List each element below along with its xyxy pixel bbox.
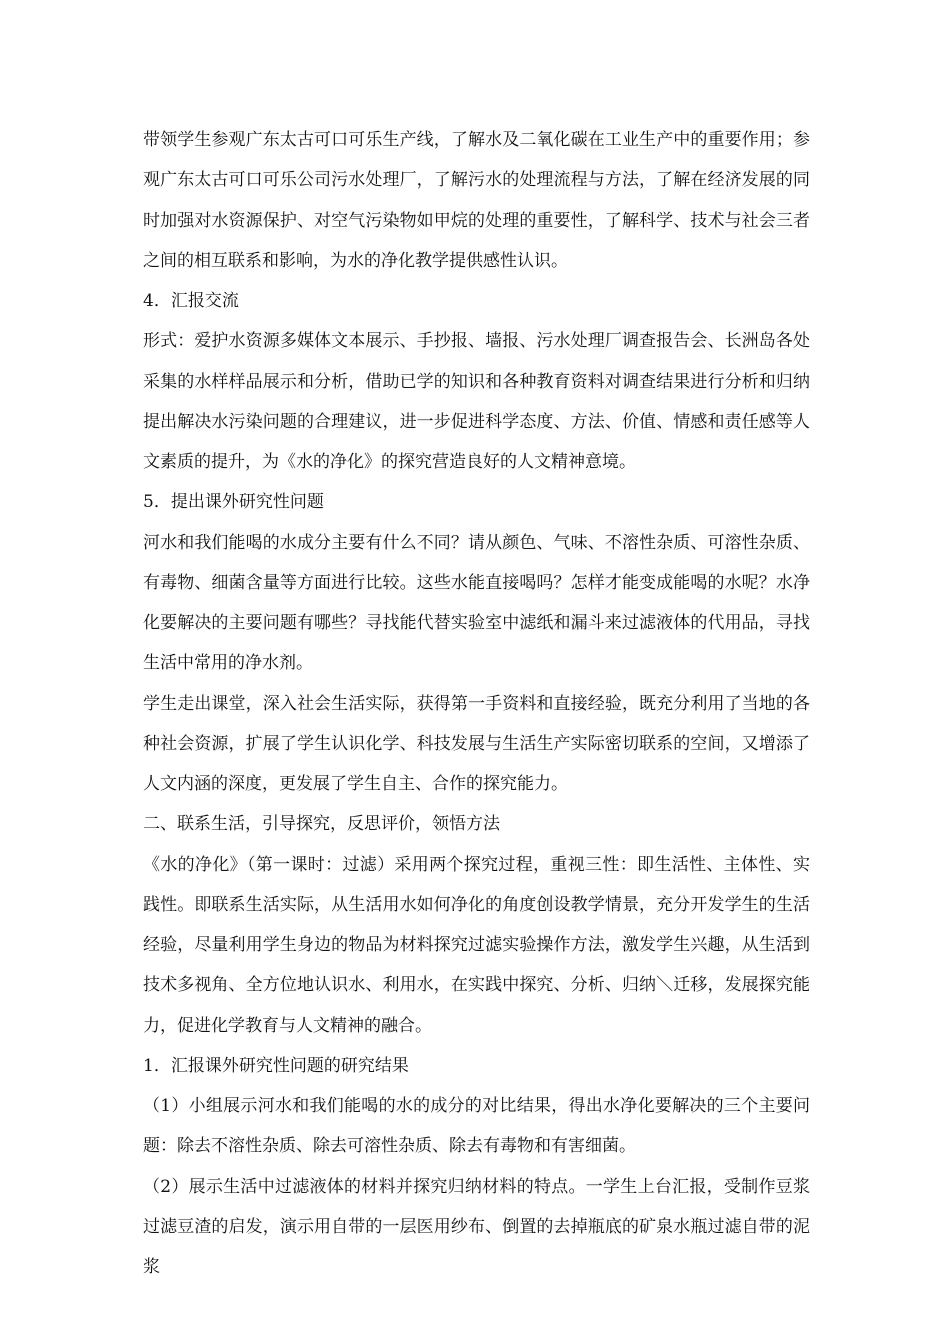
heading-section-two: 二、联系生活，引导探究，反思评价，领悟方法 bbox=[143, 814, 500, 835]
paragraph-report-form: 形式：爱护水资源多媒体文本展示、手抄报、墙报、污水处理厂调查报告会、长洲岛各处采集的水样样品展示和分析，借助已学的知识和各种教育资料对调查结果进行分析和归纳提出解决水污染问题的合理建议，进一步促进科学态度、方法、价值、情感和责任感等人文素质的提升，为《水的净化》的探究营造良好的人文精神意境。 bbox=[143, 331, 810, 472]
paragraph-result-one: （1）小组展示河水和我们能喝的水的成分的对比结果，得出水净化要解决的三个主要问题：除去不溶性杂质、除去可溶性杂质、除去有毒物和有害细菌。 bbox=[143, 1096, 810, 1157]
paragraph-visit-coca-cola: 带领学生参观广东太古可口可乐生产线，了解水及二氧化碳在工业生产中的重要作用；参观广东太古可口可乐公司污水处理厂，了解污水的处理流程与方法，了解在经济发展的同时加强对水资源保护、对空气污染物如甲烷的处理的重要性，了解科学、技术与社会三者之间的相互联系和影响，为水的净化教学提供感性认识。 bbox=[143, 130, 810, 271]
paragraph-research-questions: 河水和我们能喝的水成分主要有什么不同？请从颜色、气味、不溶性杂质、可溶性杂质、有毒物、细菌含量等方面进行比较。这些水能直接喝吗？怎样才能变成能喝的水呢？水净化要解决的主要问题有哪些？寻找能代替实验室中滤纸和漏斗来过滤液体的代用品，寻找生活中常用的净水剂。 bbox=[143, 532, 810, 674]
paragraph-result-two: （2）展示生活中过滤液体的材料并探究归纳材料的特点。一学生上台汇报，受制作豆浆过滤豆渣的启发，演示用自带的一层医用纱布、倒置的去掉瓶底的矿泉水瓶过滤自带的泥浆 bbox=[143, 1176, 810, 1277]
paragraph-students-outside: 学生走出课堂，深入社会生活实际，获得第一手资料和直接经验，既充分利用了当地的各种社会资源，扩展了学生认识化学、科技发展与生活生产实际密切联系的空间，又增添了人文内涵的深度，更发展了学生自主、合作的探究能力。 bbox=[143, 693, 810, 794]
heading-report-results: 1．汇报课外研究性问题的研究结果 bbox=[143, 1055, 409, 1076]
paragraph-water-purification: 《水的净化》（第一课时：过滤）采用两个探究过程，重视三性：即生活性、主体性、实践性。即联系生活实际，从生活用水如何净化的角度创设教学情景，充分开发学生的生活经验，尽量利用学生身边的物品为材料探究过滤实验操作方法，激发学生兴趣，从生活到技术多视角、全方位地认识水、利用水，在实践中探究、分析、归纳＼迁移，发展探究能力，促进化学教育与人文精神的融合。 bbox=[143, 854, 810, 1036]
heading-research-questions: 5．提出课外研究性问题 bbox=[143, 492, 324, 513]
heading-report-exchange: 4．汇报交流 bbox=[143, 291, 239, 311]
